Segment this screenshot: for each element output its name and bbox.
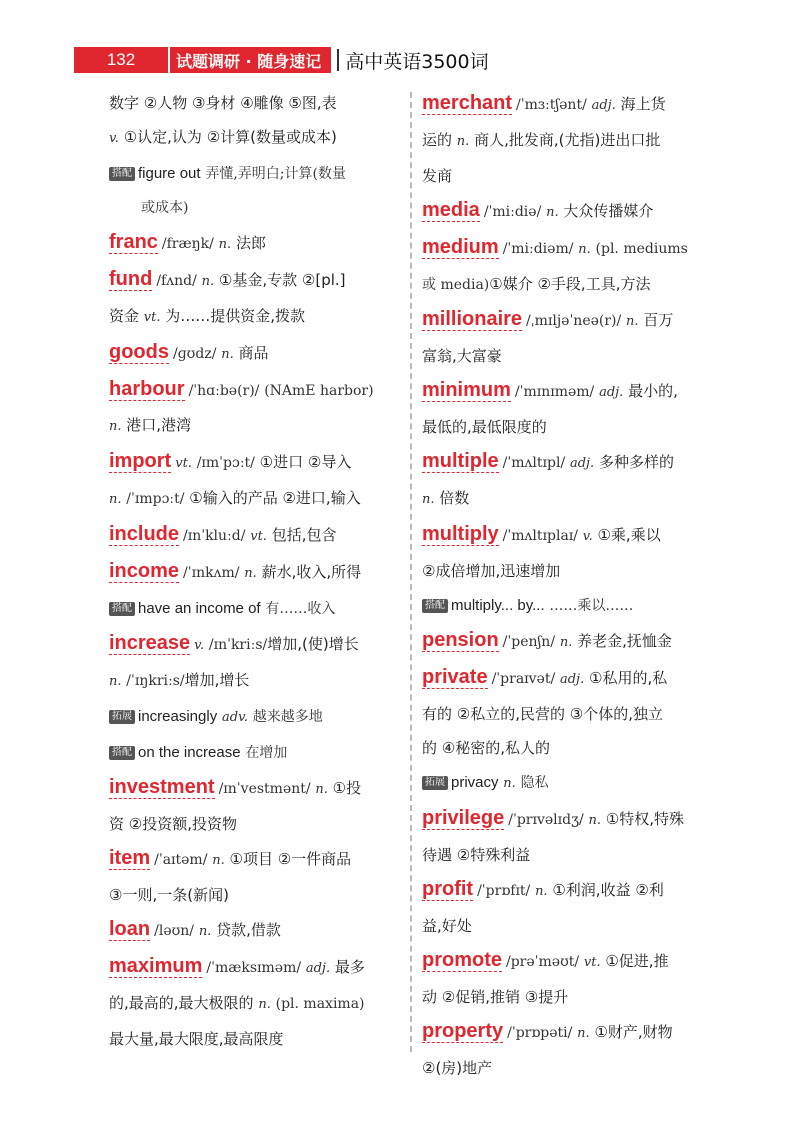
headword: increase [109,632,191,654]
definition-text: 益,好处 [422,917,472,935]
phonetic: /ˈaɪtəm/ [154,852,208,868]
usage-note: 或 media) [422,277,490,293]
pos-label: v. [194,638,205,653]
pos-label: n. [212,853,225,868]
definition-text: 有的 ②私立的,民营的 ③个体的,独立 [422,705,663,723]
page-number: 132 [74,47,168,73]
pos-label: vt. [583,955,601,970]
headword: include [109,523,180,545]
entry-goods [109,335,403,372]
entry-media [422,193,730,230]
title-separator [337,49,339,71]
definition-text: 贷款,借款 [216,921,281,939]
headword: property [422,1020,504,1042]
pos-label: n. [535,884,548,899]
definition-text: 薪水,收入,所得 [261,563,362,581]
headword: franc [109,231,158,253]
headword: privilege [422,807,505,829]
example-gloss: 弄懂,弄明白;计算(数量 [205,166,346,182]
definition-text: 为……提供资金,拨款 [165,307,306,325]
definition-text: 最小的, [628,382,678,400]
definition-text: 海上货 [620,95,666,113]
left-column [109,86,403,1056]
pos-label: vt. [143,310,161,325]
definition-text: 最多 [334,958,365,976]
definition-text: 动 ②促销,推销 ③提升 [422,988,569,1006]
example-phrase: increasingly [138,708,218,725]
book-subtitle-text: 高中英语3500词 [345,50,489,73]
entry-harbour [109,372,403,444]
pos-label: n. [546,205,559,220]
pos-label: v. [109,131,119,146]
entry-medium [422,230,730,302]
pos-label: n. [201,274,215,289]
definition-text: ①乘,乘以 [597,526,661,544]
entry-maximum [109,949,403,1056]
headword: profit [422,878,474,900]
headword: investment [109,776,215,798]
entry-investment [109,770,403,841]
headword: private [422,666,488,688]
phonetic: /ˈmiːdiə/ [483,204,542,220]
example-phrase: on the increase [138,744,241,761]
column-divider [410,92,412,1052]
headword: loan [109,918,151,940]
headword: maximum [109,955,203,977]
definition-text: ①促进,推 [605,952,669,970]
pos-label: adj. [599,385,624,400]
pos-label: n. [626,314,639,329]
entry-loan [109,912,403,949]
pos-label: n. [422,492,435,507]
pos-label: adv. [222,710,249,725]
pos-label: n. [577,1026,590,1041]
phonetic: /ɪmˈpɔːt/ [196,455,255,471]
definition-text: 商品 [238,344,269,362]
example-phrase: have an income of [138,600,261,617]
headword: item [109,847,151,869]
example-gloss: 隐私 [520,775,549,791]
pos-label: n. [588,813,601,828]
phonetic: /ˈprɒfɪt/ [477,883,531,899]
headword: minimum [422,379,511,401]
extension-tag: 拓展 [422,776,448,790]
definition-text: ①财产,财物 [594,1023,673,1041]
pos-label: vt. [175,456,192,471]
phonetic: /ˈmɜːtʃənt/ [516,97,587,113]
pos-label: n. [218,237,232,252]
pos-label: n. [258,997,271,1012]
pos-label: n. [109,419,122,434]
example-phrase: privacy [451,774,499,791]
headword: promote [422,949,502,971]
pos-label: n. [109,674,122,689]
entry-merchant [422,86,730,193]
definition-text: ①私用的,私 [589,669,668,687]
headword: harbour [109,378,185,400]
phonetic: /ɪnˈkluːd/ [183,528,246,544]
phonetic: /ˈprɪvəlɪdʒ/ [508,812,584,828]
pos-label: v. [582,529,593,544]
usage-note: (NAmE harbor) [264,383,374,399]
book-subtitle [331,47,488,74]
definition-text: ②成倍增加,迅速增加 [422,562,561,580]
definition-text: 发商 [422,167,453,185]
phonetic: /fʌnd/ [156,273,197,289]
entry-multiply [422,517,730,623]
pos-label: n. [315,782,328,797]
phonetic: /ˈpenʃn/ [502,634,556,650]
definition-text: 商人,批发商,(尤指)进出口批 [474,131,661,149]
phonetic: /ɡʊdz/ [173,346,217,362]
book-title: 试题调研 · 随身速记 [170,47,331,73]
definition-text: ①媒介 ②手段,工具,方法 [489,275,651,293]
definition-text: 待遇 ②特殊利益 [422,846,531,864]
example-gloss: 或成本) [141,200,189,216]
definition-text: 包括,包含 [271,526,337,544]
phonetic: /ˈɪnkʌm/ [183,565,240,581]
definition-text: ①特权,特殊 [605,810,684,828]
example-phrase: figure out [138,165,201,182]
phonetic: /ˈpraɪvət/ [491,671,556,687]
pos-label: adj. [591,98,616,113]
entry-multiple [422,444,730,517]
entry-property [422,1014,730,1085]
entry-franc [109,225,403,262]
definition-text: 最大量,最大限度,最高限度 [109,1030,284,1048]
pos-label: n. [109,492,122,507]
phonetic: /fræŋk/ [161,236,214,252]
phonetic: /ˈmʌltɪpl/ [502,455,566,471]
entry-profit [422,872,730,943]
definition-text: ①利润,收益 ②利 [552,881,664,899]
entry-increase [109,626,403,770]
definition-text: 法郎 [235,234,266,252]
entry-privilege [422,801,730,872]
entry-minimum [422,373,730,444]
definition-text: ②(房)地产 [422,1059,493,1077]
phonetic: /ˈprɒpəti/ [507,1025,573,1041]
entry-figure-cont [109,86,403,225]
phonetic: /ləʊn/ [154,923,195,939]
headword: multiply [422,523,499,545]
definition-text: 的,最高的,最大极限的 [109,994,254,1012]
definition-text: 的 ④秘密的,私人的 [422,739,550,757]
entry-fund [109,262,403,335]
definition-text: 增加,增长 [184,671,250,689]
headword: income [109,560,180,582]
definition-text: 富翁,大富豪 [422,347,502,365]
definition-text: ③一则,一条(新闻) [109,886,229,904]
pos-label: vt. [250,529,267,544]
definition-text: 大众传播媒介 [563,202,654,220]
headword: media [422,199,480,221]
entry-promote [422,943,730,1014]
phonetic: /prəˈməʊt/ [506,954,580,970]
pos-label: n. [198,924,212,939]
definition-text: 增加,(使)增长 [267,635,359,653]
pos-label: adj. [569,456,595,471]
entry-import [109,444,403,517]
phonetic: /ˈɪmpɔːt/ [126,491,185,507]
definition-text: 资金 [109,307,140,325]
headword: millionaire [422,308,523,330]
pos-label: n. [456,134,470,149]
phonetic: /ɪnˈkriːs/ [208,637,268,653]
pos-label: adj. [559,672,585,687]
headword: goods [109,341,169,363]
entry-include [109,517,403,554]
right-column [422,86,730,1085]
definition-text: 港口,港湾 [126,416,192,434]
pos-label: n. [221,347,234,362]
headword: multiple [422,450,499,472]
headword: medium [422,236,499,258]
entry-millionaire [422,302,730,373]
pos-label: n. [244,566,257,581]
headword: merchant [422,92,513,114]
definition-text: 倍数 [439,489,470,507]
definition-text: ①认定,认为 ②计算(数量或成本) [123,128,337,146]
entry-income [109,554,403,626]
phonetic: /ˈmɪnɪməm/ [514,384,595,400]
phonetic: /ˈhɑːbə(r)/ [188,383,260,399]
entry-item [109,841,403,912]
entry-pension [422,623,730,660]
phonetic: /ˈɪŋkriːs/ [126,673,185,689]
definition-text: 多种多样的 [598,453,674,471]
pos-label: n. [559,635,573,650]
example-gloss: ……乘以…… [549,598,634,614]
definition-text: 养老金,抚恤金 [577,632,672,650]
definition-text: ①基金,专款 ②[pl.] [218,271,346,289]
headword: import [109,450,172,472]
definition-text: 资 ②投资额,投资物 [109,815,237,833]
collocation-tag: 搭配 [109,602,135,616]
definition-text: ①投 [332,779,362,797]
extension-tag: 拓展 [109,710,135,724]
usage-note: (pl. maxima) [275,996,365,1012]
phonetic: /ɪnˈvestmənt/ [218,781,311,797]
definition-text: ①项目 ②一件商品 [229,850,352,868]
headword: fund [109,268,153,290]
example-gloss: 越来越多地 [252,709,323,725]
usage-note: (pl. mediums [595,241,688,257]
pos-label: adj. [305,961,331,976]
headword: pension [422,629,499,651]
definition-text: 百万 [643,311,674,329]
example-gloss: 有……收入 [265,601,336,617]
phonetic: /ˈmʌltɪplaɪ/ [502,528,578,544]
phonetic: /ˈmæksɪməm/ [206,960,302,976]
pos-label: n. [578,242,591,257]
definition-text: 最低的,最低限度的 [422,418,547,436]
phonetic: /ˈmiːdiəm/ [502,241,574,257]
example-gloss: 在增加 [245,745,288,761]
phonetic: /ˌmɪljəˈneə(r)/ [526,313,622,329]
definition-text: ①输入的产品 ②进口,输入 [189,489,361,507]
collocation-tag: 搭配 [422,599,448,613]
entry-private [422,660,730,801]
definition-text: 运的 [422,131,453,149]
definition-text: 数字 ②人物 ③身材 ④雕像 ⑤图,表 [109,94,337,112]
collocation-tag: 搭配 [109,746,135,760]
definition-text: ①进口 ②导入 [259,453,352,471]
collocation-tag: 搭配 [109,167,135,181]
page-header [74,47,489,73]
example-phrase: multiply... by... [451,597,545,614]
pos-label: n. [503,776,516,791]
